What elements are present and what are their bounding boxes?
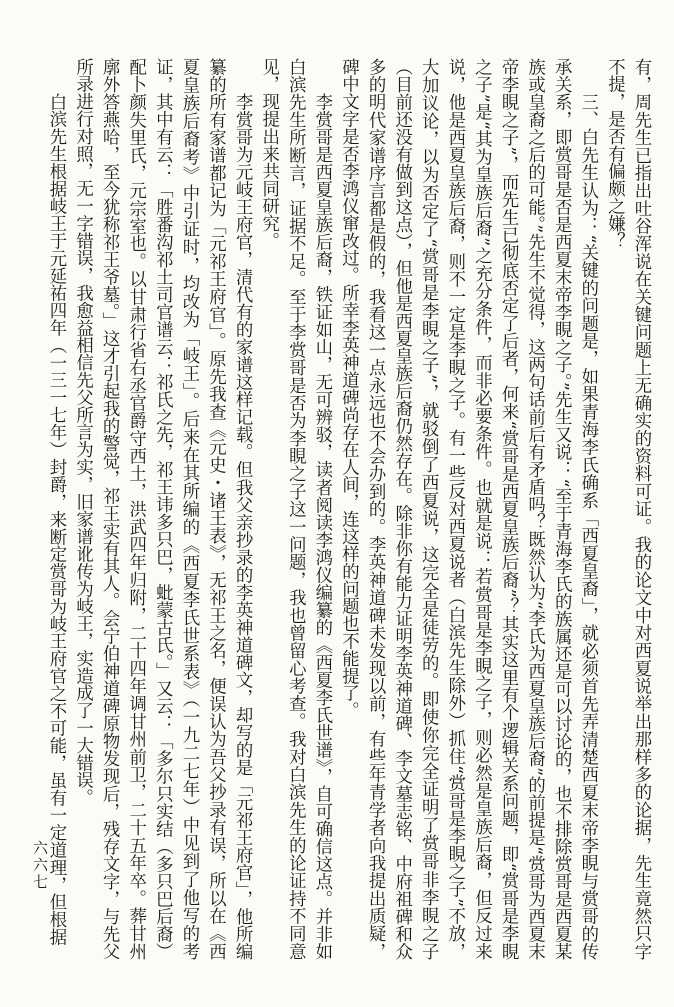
body-text: [34, 58, 654, 960]
page-number: 六六七: [31, 840, 49, 891]
paragraph-qi-wang: 李赏哥为元岐王府官，清代有的家谱这样记载。但我父亲抄录的李英神道碑文，却写的是「元祁王府官」，他所编纂的所有家谱都记为「元祁王府官」。原先我查《元史・诸王表》，无祁王之名，便误认为吾父抄录有误，所以在《西夏皇族后裔考》中引证时，均改为「岐王」。后来在其所编的《西夏李氏世系表》（一九二七年）中见到了他写的考证，其中有云：「胜番沟祁土司官谱云：祁氏之先，祁王讳多只巴，蚍蒙古氏。」又云：「多尔只实结（多只巴后裔）配卜颜失里氏，元宗室也。以甘肃行省右丞官爵守西土，洪武四年归附，二十四年调甘州前卫，二十五年卒。葬甘州廓外答燕哈，至今犹称祁王爷墓。」这才引起我的警觉，祁王实有其人。会宁伯神道碑原物发现后，残存文字，与先父所录进行对照，无一字错误，我愈益相信先父所言为实，旧家谱讹传为岐王，实造成了一大错误。: [72, 58, 253, 960]
paragraph-evidence: 李赏哥是西夏皇族后裔，铁证如山，无可辨驳，读者阅读李鸿仪编纂的《西夏李氏世谱》，自可确信这点。并非如白滨先生所断言，证据不足。至于李赏哥是否为李睍之子这一问题，我也曾留心考查。我对白滨先生的论证持不同意见，现提出来共同研究。: [258, 58, 332, 960]
paragraph-bai-bin: 白滨先生根据岐王于元延祐四年（一三一七年）封爵，来断定赏哥为岐王府官之不可能，虽有一定道理，但根据: [45, 92, 66, 946]
paragraph-continued: 有，周先生已指出吐谷浑说在关键问题上无确实的资料可证。我的论文中对西夏说举出那样多的论据，先生竟然只字不提，是否有偏颇之嫌？: [604, 58, 651, 960]
paragraph-point-three: 三、白先生认为：“关键的问题是，如果青海李氏确系「西夏皇裔」，就必须首先弄清楚西夏末帝李睍与赏哥的传承关系，即赏哥是否是西夏末帝李睍之子。”先生又说：“至于青海李氏的族属还是可以讨论的，也不排除赏哥是西夏某族或皇裔之后的可能。”先生不觉得，这两句话前后有矛盾吗？既然认为“李氏为西夏皇族后裔”的前提是“赏哥为西夏末帝李睍之子”，而先生已彻底否定了后者，何来“赏哥是西夏皇族后裔”？其实这里有个逻辑关系问题，即“赏哥是李睍之子”是“其为皇族后裔”之充分条件，而非必要条件。也就是说：若赏哥是李睍之子，则必然是皇族后裔，但反过来说，他是西夏皇族后裔，则不一定是李睍之子。有一些反对西夏说者（白滨先生除外）抓住“赏哥是李睍之子”不放，大加议论，以为否定了“赏哥是李睍之子”，就驳倒了西夏说，这完全是徒劳的。即使你完全证明了赏哥非李睍之子（目前还没有做到这点），但他是西夏皇族后裔仍然存在。除非你有能力证明李英神道碑、李文墓志铭、中府祖碑和众多的明代家谱序言都是假的，我看这一点永远也不会办到的。李英神道碑未发现以前，有些年青学者向我提出质疑，碑中文字是否李鸿仪窜改过。所幸李英神道碑尚存在人间，连这样的问题也不能提了。: [338, 58, 598, 960]
